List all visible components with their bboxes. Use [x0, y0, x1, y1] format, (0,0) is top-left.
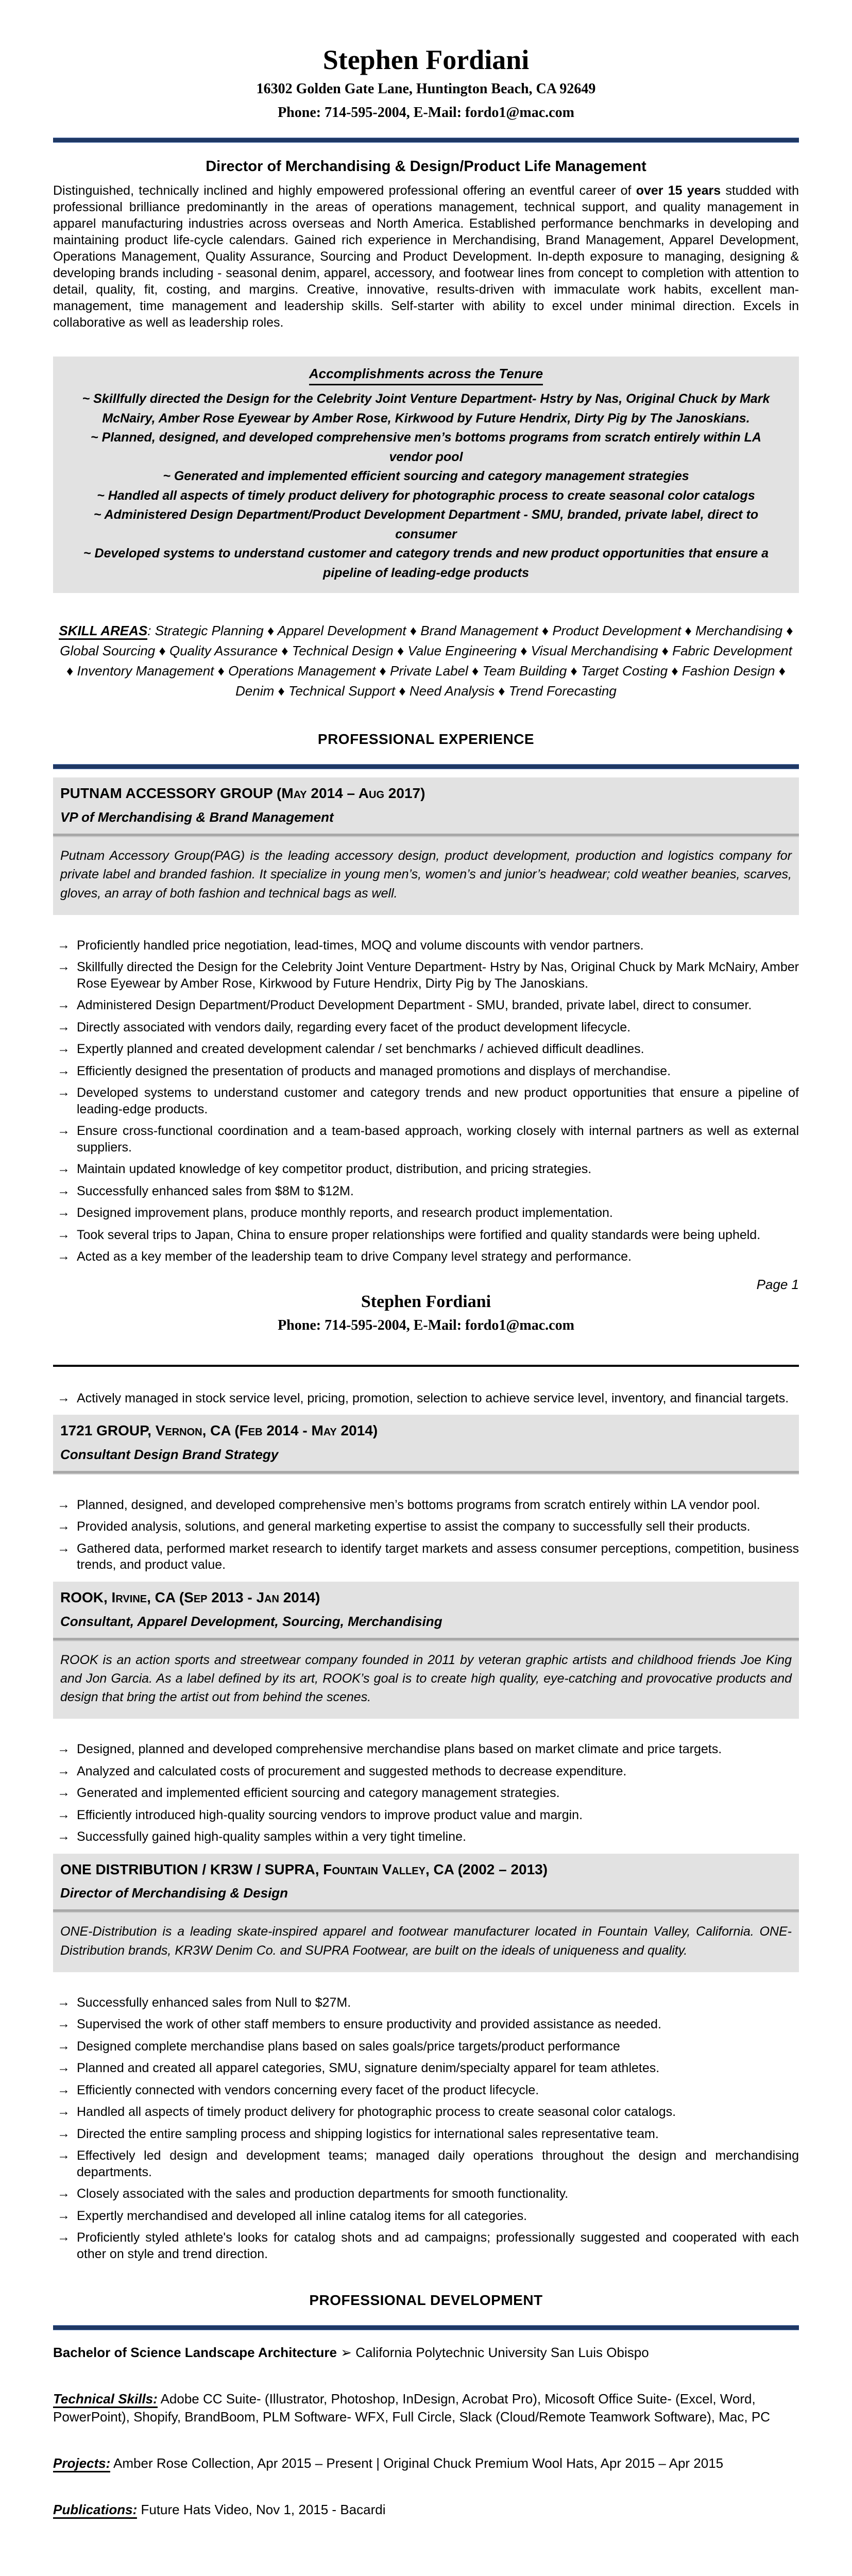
bullet-text: Efficiently connected with vendors concerning every facet of the product lifecycle. [77, 2082, 539, 2097]
bullet-text: Effectively led design and development teams; managed daily operations throughout the design and merchandising departments. [77, 2148, 799, 2179]
arrow-bullet-icon: → [57, 2230, 70, 2245]
accomplishment-item: ~ Developed systems to understand customer and category trends and new product opportunities that ensure a pipeline of leading-edge products [83, 546, 769, 580]
group1721-bullet-list [53, 1497, 799, 1573]
accomplishment-item: ~ Planned, designed, and developed comprehensive men’s bottoms programs from scratch entirely within LA vendor pool [91, 430, 761, 464]
bullet-text: Successfully enhanced sales from Null to $27M. [77, 1995, 351, 2010]
bullet-text: Skillfully directed the Design for the Celebrity Joint Venture Department- Hstry by Nas, Original Chuck by Mark McNairy, Amber Rose Eyewear by Amber Rose, Kirkwood by Future Hendrix, Dirty Pig by The Janoskians. [77, 960, 799, 991]
arrow-bullet-icon: → [57, 2016, 70, 2031]
development-rule [53, 2325, 799, 2330]
page-1-label: Page 1 [756, 1276, 799, 1292]
bullet-text: Gathered data, performed market research to identify target markets and assess consumer perceptions, competition, business trends, and product value. [77, 1541, 799, 1572]
bullet-item [53, 2104, 799, 2121]
arrow-bullet-icon: → [57, 1519, 70, 1534]
job-role: Consultant, Apparel Development, Sourcing, Merchandising [60, 1613, 442, 1629]
arrow-bullet-icon: → [57, 1785, 70, 1800]
rook-bullet-list [53, 1741, 799, 1845]
bullet-item [53, 1995, 799, 2011]
skill-areas-label: SKILL AREAS [59, 623, 147, 640]
skill-areas [56, 621, 796, 701]
job-divider [53, 1471, 799, 1475]
bullet-text: Acted as a key member of the leadership team to drive Company level strategy and performance. [77, 1249, 632, 1264]
arrow-bullet-icon: → [57, 2126, 70, 2141]
contact-line: Phone: 714-595-2004, E-Mail: fordo1@mac.com [278, 105, 574, 121]
arrow-bullet-icon: → [57, 1249, 70, 1264]
bullet-item [53, 1020, 799, 1036]
bullet-text: Closely associated with the sales and production departments for smooth functionality. [77, 2187, 569, 2201]
development-heading: PROFESSIONAL DEVELOPMENT [309, 2292, 543, 2309]
bullet-item [53, 938, 799, 954]
accomplishment-item: ~ Skillfully directed the Design for the Celebrity Joint Venture Department- Hstry by Nas, Original Chuck by Mark McNairy, Amber Rose Eyewear by Amber Rose, Kirkwood by Future Hendrix, Dirty Pig by The Janoskians. [82, 392, 770, 426]
bullet-text: Directed the entire sampling process and shipping logistics for international sales representative team. [77, 2126, 659, 2141]
accomplishment-item: ~ Administered Design Department/Product Development Department - SMU, branded, private label, direct to consumer [93, 507, 759, 541]
bullet-item [53, 959, 799, 992]
arrow-bullet-icon: → [57, 1390, 70, 1405]
bullet-text: Developed systems to understand customer and category trends and new product opportunities that ensure a pipeline of leading-edge products. [77, 1086, 799, 1116]
technical-skills-label: Technical Skills: [53, 2391, 158, 2408]
contact-line: Phone: 714-595-2004, E-Mail: fordo1@mac.com [278, 1317, 574, 1333]
arrow-bullet-icon: → [57, 1205, 70, 1220]
arrowhead-icon: ➢ [340, 2345, 352, 2361]
arrow-bullet-icon: → [57, 997, 70, 1012]
bullet-text: Designed improvement plans, produce monthly reports, and research product implementation. [77, 1206, 613, 1221]
company-description: ROOK is an action sports and streetwear company founded in 2011 by veteran graphic artists and childhood friends Joe King and Jon Garcia. As a label defined by its art, ROOK’s goal is to create high quality, eye-catching and provocative products and design that bring the artist out from behind the scenes. [60, 1652, 792, 1705]
professional-summary [53, 182, 799, 331]
carryover-bullet-list [53, 1391, 799, 1407]
company-description: Putnam Accessory Group(PAG) is the leading accessory design, product development, production and logistics company for private label and branded fashion. It specialize in young men’s, women’s and junior’s headwear; cold weather beanies, scarves, gloves, an array of both fashion and technical bags as well. [60, 849, 792, 901]
arrow-bullet-icon: → [57, 2060, 70, 2075]
bullet-text: Expertly planned and created development calendar / set benchmarks / achieved difficult deadlines. [77, 1042, 644, 1057]
accomplishments-block [53, 357, 799, 593]
arrow-bullet-icon: → [57, 2148, 70, 2163]
bullet-item [53, 2060, 799, 2077]
resume-title: Director of Merchandising & Design/Product Life Management [206, 158, 646, 175]
bullet-item [53, 2186, 799, 2202]
bullet-item [53, 2208, 799, 2225]
bullet-item [53, 1785, 799, 1802]
bullet-text: Designed, planned and developed comprehensive merchandise plans based on market climate and price targets. [77, 1742, 722, 1757]
arrow-bullet-icon: → [57, 2208, 70, 2223]
job-company: ROOK, Irvine, CA (Sep 2013 - Jan 2014) [60, 1589, 320, 1605]
bullet-text: Efficiently designed the presentation of products and managed promotions and displays of merchandise. [77, 1063, 671, 1078]
page-2 [53, 1293, 799, 2576]
bullet-text: Designed complete merchandise plans based on sales goals/price targets/product performance [77, 2039, 620, 2054]
arrow-bullet-icon: → [57, 2082, 70, 2097]
technical-skills-text: Adobe CC Suite- (Illustrator, Photoshop, InDesign, Acrobat Pro), Micosoft Office Suite- (Excel, Word, PowerPoint), Shopify, BrandBoom, PLM Software- WFX, Full Circle, Slack (Cloud/Remote Teamwork Software), Mac, PC [53, 2391, 770, 2425]
publications-line [53, 2501, 799, 2519]
bullet-item [53, 1123, 799, 1156]
bullet-item [53, 1497, 799, 1514]
arrow-bullet-icon: → [57, 2186, 70, 2201]
arrow-bullet-icon: → [57, 1829, 70, 1844]
bullet-item [53, 2082, 799, 2099]
bullet-item [53, 2230, 799, 2262]
bullet-item [53, 1161, 799, 1178]
job-company: PUTNAM ACCESSORY GROUP (May 2014 – Aug 2017) [60, 785, 425, 802]
putnam-bullet-list [53, 938, 799, 1265]
company-description: ONE-Distribution is a leading skate-inspired apparel and footwear manufacturer located in Fountain Valley, California. ONE-Distribution brands, KR3W Denim Co. and SUPRA Footwear, are built on the ideals of uniqueness and quality. [60, 1924, 792, 1958]
address-line: 16302 Golden Gate Lane, Huntington Beach, CA 92649 [256, 80, 596, 97]
arrow-bullet-icon: → [57, 1994, 70, 2009]
job-company: 1721 GROUP, Vernon, CA (Feb 2014 - May 2014) [60, 1422, 378, 1439]
bullet-item [53, 1205, 799, 1222]
arrow-bullet-icon: → [57, 2104, 70, 2119]
arrow-bullet-icon: → [57, 959, 70, 974]
job-rook [53, 1582, 799, 1719]
job-1721-group [53, 1415, 799, 1475]
bullet-text: Expertly merchandised and developed all inline catalog items for all categories. [77, 2208, 527, 2223]
projects-label: Projects: [53, 2455, 110, 2472]
accomplishment-item: ~ Generated and implemented efficient sourcing and category management strategies [163, 469, 689, 484]
candidate-name: Stephen Fordiani [361, 1292, 491, 1311]
arrow-bullet-icon: → [57, 1063, 70, 1078]
arrow-bullet-icon: → [57, 1183, 70, 1198]
skill-areas-list: Strategic Planning ♦ Apparel Development ♦ Brand Management ♦ Product Development ♦ Merchandising ♦ Global Sourcing ♦ Quality Assurance ♦ Technical Design ♦ Value Engineering ♦ Visual Merchandising ♦ Fabric Development ♦ Inventory Management ♦ Operations Management ♦ Private Label ♦ Team Building ♦ Target Costing ♦ Fashion Design ♦ Denim ♦ Technical Support ♦ Need Analysis ♦ Trend Forecasting [60, 623, 793, 699]
bullet-item [53, 1807, 799, 1824]
bullet-text: Planned, designed, and developed comprehensive men’s bottoms programs from scratch entirely within LA vendor pool. [77, 1497, 760, 1512]
bullet-item [53, 2126, 799, 2143]
summary-text: studded with professional brilliance predominantly in the areas of operations management, technical support, and quality management in apparel manufacturing industries across overseas and North America. Established performance benchmarks in developing and maintaining product life-cycle calendars. Gained rich experience in Merchandising, Brand Management, Apparel Development, Operations Management, Quality Assurance, Sourcing and Product Development. In-depth exposure to managing, designing & developing brands including - seasonal denim, apparel, accessory, and footwear lines from concept to completion with attention to detail, quality, fit, costing, and margins. Creative, innovative, results-driven with immaculate work habits, excellent man-management, time management and leadership skills. Self-starter with ability to excel under minimal direction. Excels in collaborative as well as leadership roles. [53, 183, 799, 330]
summary-text: Distinguished, technically inclined and highly empowered professional offering an eventful career of [53, 183, 636, 198]
projects-line [53, 2454, 799, 2473]
job-role: Director of Merchandising & Design [60, 1885, 288, 1901]
candidate-name: Stephen Fordiani [322, 44, 530, 75]
bullet-item [53, 1391, 799, 1407]
arrow-bullet-icon: → [57, 1497, 70, 1512]
arrow-bullet-icon: → [57, 1085, 70, 1100]
bullet-text: Proficiently styled athlete's looks for catalog shots and ad campaigns; professionally suggested and cooperated with each other on style and trend direction. [77, 2230, 799, 2261]
one-bullet-list [53, 1995, 799, 2263]
bullet-item [53, 1085, 799, 1117]
bullet-item [53, 1829, 799, 1845]
bullet-item [53, 1041, 799, 1058]
bullet-item [53, 1764, 799, 1780]
bullet-item [53, 1227, 799, 1244]
arrow-bullet-icon: → [57, 1807, 70, 1822]
bullet-text: Administered Design Department/Product Development Department - SMU, branded, private label, direct to consumer. [77, 998, 752, 1013]
job-role: VP of Merchandising & Brand Management [60, 809, 334, 825]
job-divider [53, 1909, 799, 1913]
bullet-text: Actively managed in stock service level, pricing, promotion, selection to achieve service level, inventory, and financial targets. [77, 1391, 789, 1405]
bullet-text: Supervised the work of other staff members to ensure productivity and provided assistance as needed. [77, 2017, 661, 2032]
summary-bold-text: over 15 years [636, 183, 721, 198]
bullet-text: Proficiently handled price negotiation, lead-times, MOQ and volume discounts with vendor partners. [77, 938, 644, 953]
bullet-item [53, 1063, 799, 1080]
arrow-bullet-icon: → [57, 1540, 70, 1555]
bullet-item [53, 1249, 799, 1265]
projects-text: Amber Rose Collection, Apr 2015 – Present | Original Chuck Premium Wool Hats, Apr 2015 – Apr 2015 [110, 2455, 724, 2471]
degree-text: Bachelor of Science Landscape Architecture [53, 2345, 337, 2361]
bullet-item [53, 1541, 799, 1573]
bullet-item [53, 1183, 799, 1200]
bullet-text: Planned and created all apparel categories, SMU, signature denim/specialty apparel for team athletes. [77, 2061, 660, 2076]
bullet-text: Successfully gained high-quality samples within a very tight timeline. [77, 1829, 466, 1844]
arrow-bullet-icon: → [57, 937, 70, 952]
education-line [53, 2344, 799, 2362]
bullet-text: Generated and implemented efficient sourcing and category management strategies. [77, 1786, 560, 1801]
bullet-item [53, 1519, 799, 1535]
arrow-bullet-icon: → [57, 1741, 70, 1756]
experience-heading: PROFESSIONAL EXPERIENCE [317, 731, 535, 748]
bullet-text: Maintain updated knowledge of key competitor product, distribution, and pricing strategies. [77, 1162, 592, 1177]
bullet-text: Successfully enhanced sales from $8M to $12M. [77, 1183, 354, 1198]
technical-skills-line [53, 2390, 799, 2427]
experience-rule [53, 764, 799, 769]
bullet-text: Analyzed and calculated costs of procurement and suggested methods to decrease expenditure. [77, 1764, 627, 1778]
header-divider-rule [53, 138, 799, 143]
arrow-bullet-icon: → [57, 1161, 70, 1176]
bullet-item [53, 997, 799, 1014]
bullet-item [53, 2016, 799, 2033]
job-company: ONE DISTRIBUTION / KR3W / SUPRA, Fountain Valley, CA (2002 – 2013) [60, 1861, 548, 1877]
page-1 [53, 45, 799, 1293]
school-text: California Polytechnic University San Luis Obispo [355, 2345, 649, 2361]
bullet-text: Efficiently introduced high-quality sourcing vendors to improve product value and margin. [77, 1807, 583, 1822]
arrow-bullet-icon: → [57, 1123, 70, 1138]
job-divider [53, 1638, 799, 1641]
arrow-bullet-icon: → [57, 1019, 70, 1034]
bullet-text: Handled all aspects of timely product delivery for photographic process to create seasonal color catalogs. [77, 2105, 676, 2120]
accomplishment-item: ~ Handled all aspects of timely product delivery for photographic process to create seasonal color catalogs [97, 488, 755, 503]
bullet-text: Took several trips to Japan, China to ensure proper relationships were fortified and quality standards were being upheld. [77, 1227, 761, 1242]
accomplishments-heading: Accomplishments across the Tenure [309, 364, 543, 385]
publications-label: Publications: [53, 2502, 137, 2519]
bullet-item [53, 2148, 799, 2180]
job-putnam [53, 777, 799, 914]
bullet-item [53, 1741, 799, 1758]
publications-text: Future Hats Video, Nov 1, 2015 - Bacardi [137, 2502, 386, 2518]
bullet-text: Directly associated with vendors daily, regarding every facet of the product development lifecycle. [77, 1020, 631, 1035]
page2-header-rule [53, 1365, 799, 1367]
skill-areas-colon: : [147, 623, 155, 639]
job-divider [53, 834, 799, 837]
arrow-bullet-icon: → [57, 1227, 70, 1242]
bullet-text: Ensure cross-functional coordination and a team-based approach, working closely with internal partners as well as external suppliers. [77, 1124, 799, 1155]
bullet-item [53, 2039, 799, 2055]
job-role: Consultant Design Brand Strategy [60, 1446, 279, 1462]
bullet-text: Provided analysis, solutions, and general marketing expertise to assist the company to successfully sell their products. [77, 1519, 751, 1534]
arrow-bullet-icon: → [57, 1041, 70, 1056]
arrow-bullet-icon: → [57, 1763, 70, 1778]
arrow-bullet-icon: → [57, 2038, 70, 2053]
job-one-distribution [53, 1854, 799, 1972]
